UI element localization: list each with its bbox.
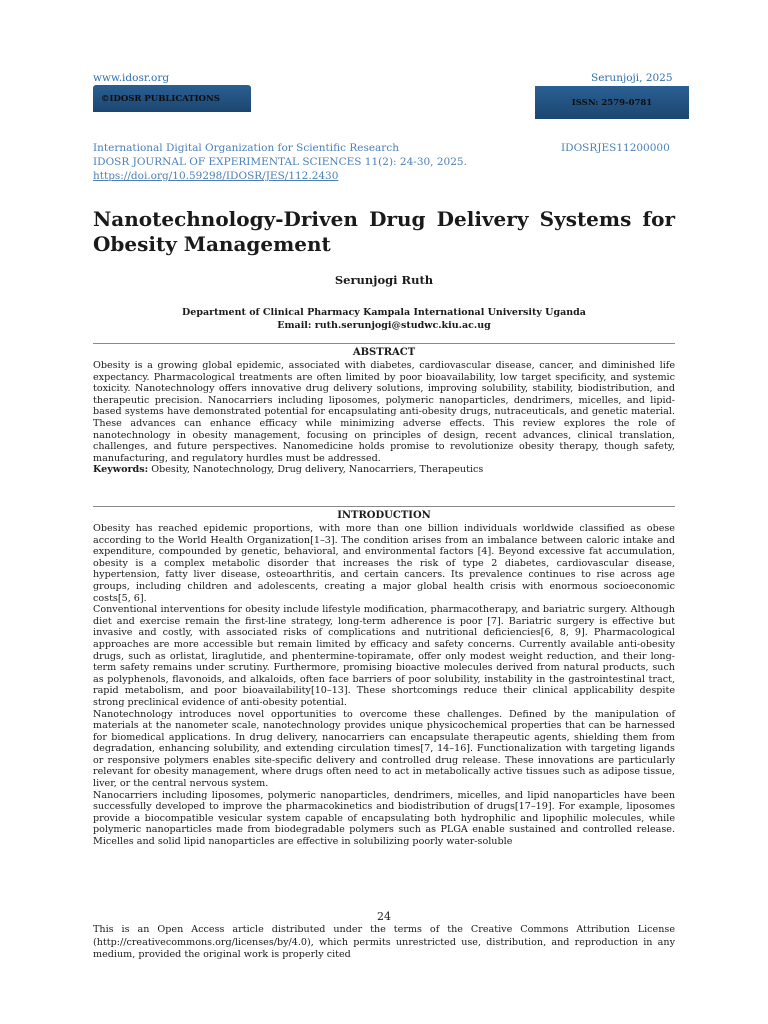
keywords-text: Obesity, Nanotechnology, Drug delivery, Nanocarriers, Therapeutics — [148, 464, 484, 476]
email: Email: ruth.serunjogi@studwc.kiu.ac.ug — [277, 320, 491, 331]
license-notice: This is an Open Access article distributed under the terms of the Creative Commons Attribution License (http://creativecommons.org/licenses/by/4.0), which permits unrestricted use, distribution, and reproduction in any medium, provided the original work is properly cited — [93, 924, 675, 960]
abstract-bottom-rule — [93, 506, 675, 507]
page-number: 24 — [377, 910, 391, 923]
affiliation: Department of Clinical Pharmacy Kampala International University Uganda — [182, 307, 586, 318]
article-code: IDOSRJES11200000 — [561, 142, 670, 154]
running-author: Serunjoji, 2025 — [591, 72, 673, 84]
issn-band — [535, 86, 689, 119]
author-name: Serunjogi Ruth — [334, 273, 434, 287]
introduction-heading: INTRODUCTION — [337, 510, 431, 521]
journal-citation: IDOSR JOURNAL OF EXPERIMENTAL SCIENCES 11(2): 24-30, 2025. — [93, 156, 467, 168]
publisher-band-label: ©IDOSR PUBLICATIONS — [101, 93, 220, 104]
intro-paragraph: Conventional interventions for obesity include lifestyle modification, pharmacotherapy, and bariatric surgery. Although diet and exercise remain the first-line strategy, long-term adherence is poor [7]. Bariatric surgery is effective but invasive and costly, with associated risks of complications and nutritional deficiencies[6, 8, 9]. Pharmacological approaches are more accessible but remain limited by efficacy and safety concerns. Currently available anti-obesity drugs, such as orlistat, liraglutide, and phentermine-topiramate, offer only modest weight reduction, and their long-term safety remains under scrutiny. Furthermore, promising bioactive molecules derived from natural products, such as polyphenols, flavonoids, and alkaloids, often face barriers of poor solubility, instability in the gastrointestinal tract, rapid metabolism, and poor bioavailability[10–13]. These shortcomings reduce their clinical applicability despite strong preclinical evidence of anti-obesity potential. — [93, 604, 675, 708]
intro-paragraph: Obesity has reached epidemic proportions, with more than one billion individuals worldwide classified as obese according to the World Health Organization[1–3]. The condition arises from an imbalance between caloric intake and expenditure, compounded by genetic, behavioral, and environmental factors [4]. Beyond excessive fat accumulation, obesity is a complex metabolic disorder that increases the risk of type 2 diabetes, cardiovascular disease, hypertension, fatty liver disease, osteoarthritis, and certain cancers. Its prevalence continues to rise across age groups, including children and adolescents, creating a major global health crisis with enormous socioeconomic costs[5, 6]. — [93, 523, 675, 604]
org-name: International Digital Organization for Scientific Research — [93, 142, 399, 154]
abstract-body — [93, 360, 675, 476]
keywords-line — [93, 464, 675, 476]
introduction-body — [93, 523, 675, 848]
doi-link[interactable]: https://doi.org/10.59298/IDOSR/JES/112.2430 — [93, 170, 339, 182]
article-title: Nanotechnology-Driven Drug Delivery Systems for Obesity Management — [93, 207, 675, 256]
publisher-band — [93, 85, 251, 112]
intro-paragraph: Nanotechnology introduces novel opportunities to overcome these challenges. Defined by the manipulation of materials at the nanometer scale, nanotechnology provides unique physicochemical properties that can be harnessed for biomedical applications. In drug delivery, nanocarriers can encapsulate therapeutic agents, shielding them from degradation, enhancing solubility, and extending circulation times[7, 14–16]. Functionalization with targeting ligands or responsive polymers enables site-specific delivery and controlled drug release. These innovations are particularly relevant for obesity management, where drugs often need to act in metabolically active tissues such as adipose tissue, liver, or the central nervous system. — [93, 708, 675, 790]
issn-band-label: ISSN: 2579-0781 — [571, 97, 653, 108]
website-link[interactable]: www.idosr.org — [93, 72, 170, 84]
keywords-label: Keywords: — [93, 464, 149, 476]
abstract-top-rule — [93, 343, 675, 344]
intro-paragraph: Nanocarriers including liposomes, polymeric nanoparticles, dendrimers, micelles, and lipid nanoparticles have been successfully developed to improve the pharmacokinetics and biodistribution of drugs[17–19]. For example, liposomes provide a biocompatible vesicular system capable of encapsulating both hydrophilic and lipophilic molecules, while polymeric nanoparticles made from biodegradable polymers such as PLGA enable sustained and controlled release. Micelles and solid lipid nanoparticles are effective in solubilizing poorly water-soluble — [93, 789, 675, 848]
abstract-text: Obesity is a growing global epidemic, associated with diabetes, cardiovascular disease, cancer, and diminished life expectancy. Pharmacological treatments are often limited by poor bioavailability, low target specificity, and systemic toxicity. Nanotechnology offers innovative drug delivery solutions, improving solubility, stability, biodistribution, and therapeutic precision. Nanocarriers including liposomes, polymeric nanoparticles, dendrimers, micelles, and lipid-based systems have demonstrated potential for encapsulating anti-obesity drugs, nutraceuticals, and genetic material. These advances can enhance efficacy while minimizing adverse effects. This review explores the role of nanotechnology in obesity management, focusing on principles of design, recent advances, clinical translation, challenges, and future perspectives. Nanomedicine holds promise to revolutionize obesity therapy, though safety, manufacturing, and regulatory hurdles must be addressed. — [93, 360, 675, 464]
abstract-heading: ABSTRACT — [352, 347, 416, 358]
